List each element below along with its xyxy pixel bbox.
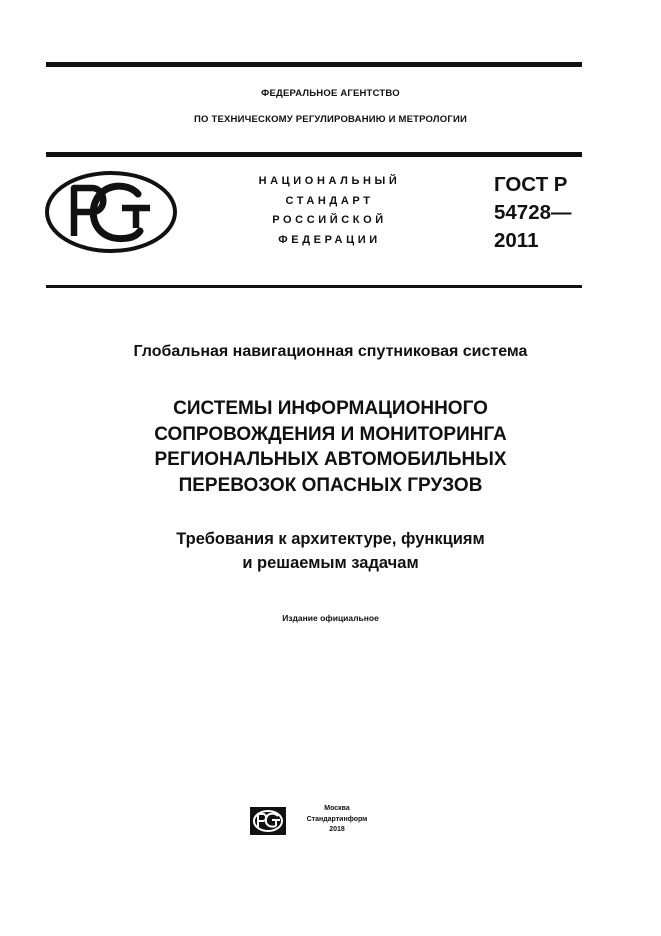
requirements-line: и решаемым задачам — [242, 554, 419, 572]
national-standard-label — [232, 172, 427, 250]
national-standard-line: РОССИЙСКОЙ — [272, 214, 387, 226]
document-title — [0, 396, 661, 498]
agency-line-1: ФЕДЕРАЛЬНОЕ АГЕНТСТВО — [261, 88, 400, 99]
gost-number: 54728— — [494, 201, 572, 224]
publisher-block — [297, 804, 377, 836]
title-line: ПЕРЕВОЗОК ОПАСНЫХ ГРУЗОВ — [178, 474, 483, 496]
publisher-name: Стандартинформ — [306, 815, 368, 823]
national-standard-line: СТАНДАРТ — [285, 194, 374, 207]
gost-designation — [494, 171, 572, 255]
requirements-heading — [0, 527, 661, 575]
top-rule — [46, 62, 582, 67]
rst-logo-icon — [44, 170, 178, 254]
publisher-city: Москва — [324, 805, 350, 812]
header-rule — [46, 152, 582, 157]
title-line: РЕГИОНАЛЬНЫХ АВТОМОБИЛЬНЫХ — [154, 449, 507, 470]
publisher-year: 2018 — [329, 826, 345, 833]
gost-prefix: ГОСТ Р — [494, 173, 568, 196]
national-standard-line: ФЕДЕРАЦИИ — [278, 233, 381, 246]
title-line: СИСТЕМЫ ИНФОРМАЦИОННОГО — [173, 398, 488, 419]
national-standard-line: НАЦИОНАЛЬНЫЙ — [258, 175, 401, 187]
edition-label: Издание официальное — [282, 613, 379, 623]
document-subtitle: Глобальная навигационная спутниковая система — [133, 343, 528, 360]
bottom-header-rule — [46, 285, 582, 288]
gost-year: 2011 — [494, 229, 539, 252]
agency-line-2: ПО ТЕХНИЧЕСКОМУ РЕГУЛИРОВАНИЮ И МЕТРОЛОГИИ — [194, 114, 467, 125]
requirements-line: Требования к архитектуре, функциям — [176, 530, 485, 548]
standartinform-logo-icon — [249, 806, 287, 836]
title-line: СОПРОВОЖДЕНИЯ И МОНИТОРИНГА — [154, 423, 507, 445]
